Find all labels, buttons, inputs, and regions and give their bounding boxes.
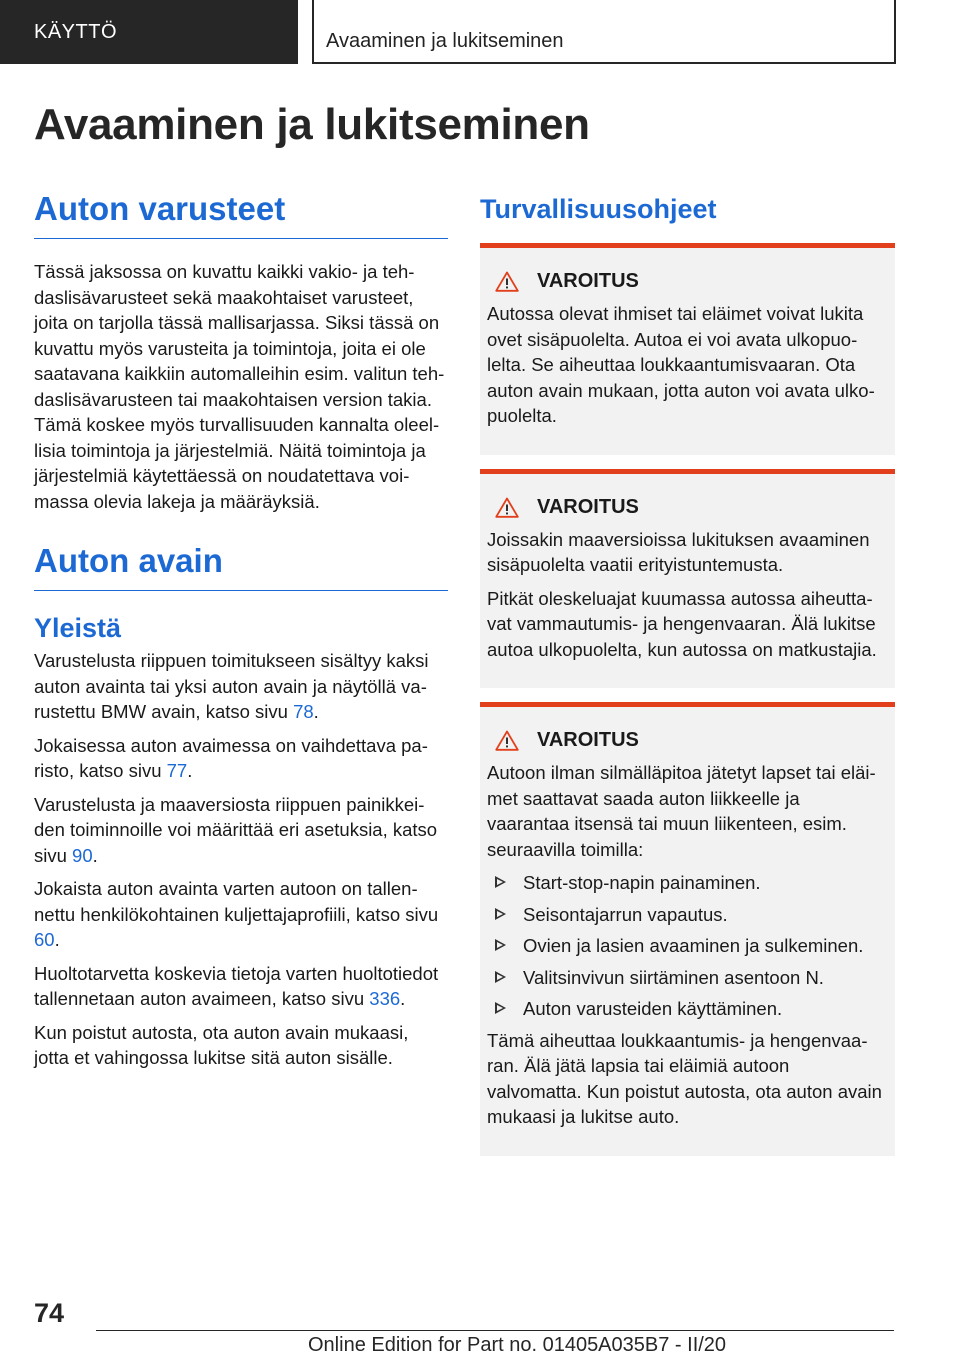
page-link-77[interactable]: 77 [166, 760, 188, 781]
warning-triangle-icon [495, 497, 519, 518]
bullet-triangle-icon [495, 908, 506, 920]
paragraph-3 [34, 792, 448, 869]
warning-title: VAROITUS [537, 495, 639, 518]
paragraph-2-end: . [187, 760, 193, 781]
paragraph-3-end: . [92, 844, 98, 866]
paragraph-4 [34, 876, 448, 953]
paragraph-4-text: Jokaista auton avainta varten autoon on tallennettu henkilökohtainen kuljettajaprofiili, katso sivu [34, 878, 439, 925]
list-item-text: Ovien ja lasien avaaminen ja sulkeminen. [523, 935, 864, 956]
warning-triangle-icon [495, 271, 519, 292]
paragraph-5-end: . [400, 988, 406, 1009]
intro-paragraph: Tässä jaksossa on kuvattu kaikki vakio- ja tehdaslisävarusteet sekä maakohtaiset varusteet, joita on tarjolla tässä mallisarjassa. Siksi tässä on kuvattu myös varusteita ja toimintoja, joita ei ole saatavana kaikkiin automalleihin esim. valitun tehdaslisävarusteen tai maakohtaisen version takia. Tämä koskee myös turvallisuuden kannalta oleellisia toimintoja ja järjestelmiä. Näitä toimintoja ja järjestelmiä käytettäessä on noudatettava voimassa olevia lakeja ja määräyksiä. [34, 261, 445, 512]
warning-title: VAROITUS [537, 729, 639, 751]
warning-text: Tämä aiheuttaa loukkaantumis- ja hengenvaaran. Älä jätä lapsia tai eläimiä autoon valvomatta. Kun poistut autosta, ota auton avain mukaasi ja lukitse auto. [487, 1029, 882, 1127]
page-link-60[interactable]: 60 [34, 929, 55, 950]
warning-list [487, 870, 887, 1022]
warning-box-2 [480, 469, 895, 689]
header-section: KÄYTTÖ [0, 0, 298, 64]
warning-box-1 [480, 243, 895, 455]
bullet-triangle-icon [495, 971, 506, 983]
heading-auton-varusteet: Auton varusteet [34, 190, 448, 239]
page-title: Avaaminen ja lukitseminen [34, 100, 590, 149]
warning-text: Autoon ilman silmälläpitoa jätetyt lapset tai eläimet saattavat saada auton liikkeelle ja vaarantaa itsensä tai muun liikenteen, esim. seuraavilla toimilla: [487, 762, 876, 860]
right-column [480, 190, 895, 1170]
footer-divider [96, 1330, 894, 1331]
heading-auton-avain: Auton avain [34, 542, 448, 591]
bullet-triangle-icon [495, 1002, 506, 1014]
list-item [487, 996, 887, 1022]
paragraph-1-text: Varustelusta riippuen toimitukseen sisältyy kaksi auton avainta tai yksi auton avain ja näytöllä varustettu BMW avain, katso sivu [34, 650, 429, 722]
warning-text: Autossa olevat ihmiset tai eläimet voivat lukita ovet sisäpuolelta. Autoa ei voi avata ulkopuolelta. Se aiheuttaa loukkaantumisvaaran. Ota auton avain mukaan, jotta auton voi avata ulkopuolelta. [487, 303, 875, 426]
page-number: 74 [34, 1298, 65, 1328]
page-link-336[interactable]: 336 [369, 988, 401, 1009]
paragraph-3-text: Varustelusta ja maaversiosta riippuen painikkeiden toiminnoille voi määrittää eri asetuksia, katso sivu [34, 793, 438, 866]
paragraph-6: Kun poistut autosta, ota auton avain mukaasi, jotta et vahingossa lukitse sitä auton sisälle. [34, 1021, 409, 1068]
paragraph-5-text: Huoltotarvetta koskevia tietoja varten huoltotiedot tallennetaan auton avaimeen, katso sivu [34, 962, 439, 1009]
paragraph-1 [34, 648, 448, 725]
paragraph-2-text: Jokaisessa auton avaimessa on vaihdettava paristo, katso sivu [34, 734, 428, 781]
warning-triangle-icon [495, 730, 519, 751]
warning-header [487, 496, 887, 519]
bullet-triangle-icon [495, 876, 506, 888]
bullet-triangle-icon [495, 939, 506, 951]
heading-yleista: Yleistä [34, 613, 122, 643]
warning-title: VAROITUS [537, 270, 639, 292]
left-column [34, 190, 448, 1079]
heading-turvallisuusohjeet: Turvallisuusohjeet [480, 194, 717, 224]
footer-edition: Online Edition for Part no. 01405A035B7 - II/20 [308, 1334, 727, 1356]
warning-box-3 [480, 702, 895, 1156]
paragraph-2 [34, 733, 448, 784]
page-link-78[interactable]: 78 [293, 701, 314, 722]
list-item [487, 902, 887, 928]
paragraph-1-end: . [313, 701, 319, 722]
paragraph-4-end: . [54, 929, 60, 950]
list-item [487, 965, 887, 991]
list-item-text: Auton varusteiden käyttäminen. [523, 998, 783, 1019]
list-item [487, 870, 887, 896]
header-chapter: Avaaminen ja lukitseminen [312, 0, 896, 64]
page-link-90[interactable]: 90 [72, 844, 93, 866]
warning-header [487, 729, 887, 752]
warning-text: Joissakin maaversioissa lukituksen avaaminen sisäpuolelta vaatii erityistuntemusta. [487, 528, 870, 575]
list-item-text: Valitsinvivun siirtäminen asentoon N. [523, 966, 824, 988]
paragraph-5 [34, 961, 448, 1012]
list-item [487, 933, 887, 959]
list-item-text: Seisontajarrun vapautus. [523, 903, 728, 925]
warning-header [487, 270, 887, 293]
list-item-text: Start-stop-napin painaminen. [523, 872, 761, 893]
warning-text: Pitkät oleskeluajat kuumassa autossa aiheuttavat vammautumis- ja hengenvaaran. Älä lukitse autoa ulkopuolelta, kun autossa on matkustajia. [487, 587, 877, 660]
